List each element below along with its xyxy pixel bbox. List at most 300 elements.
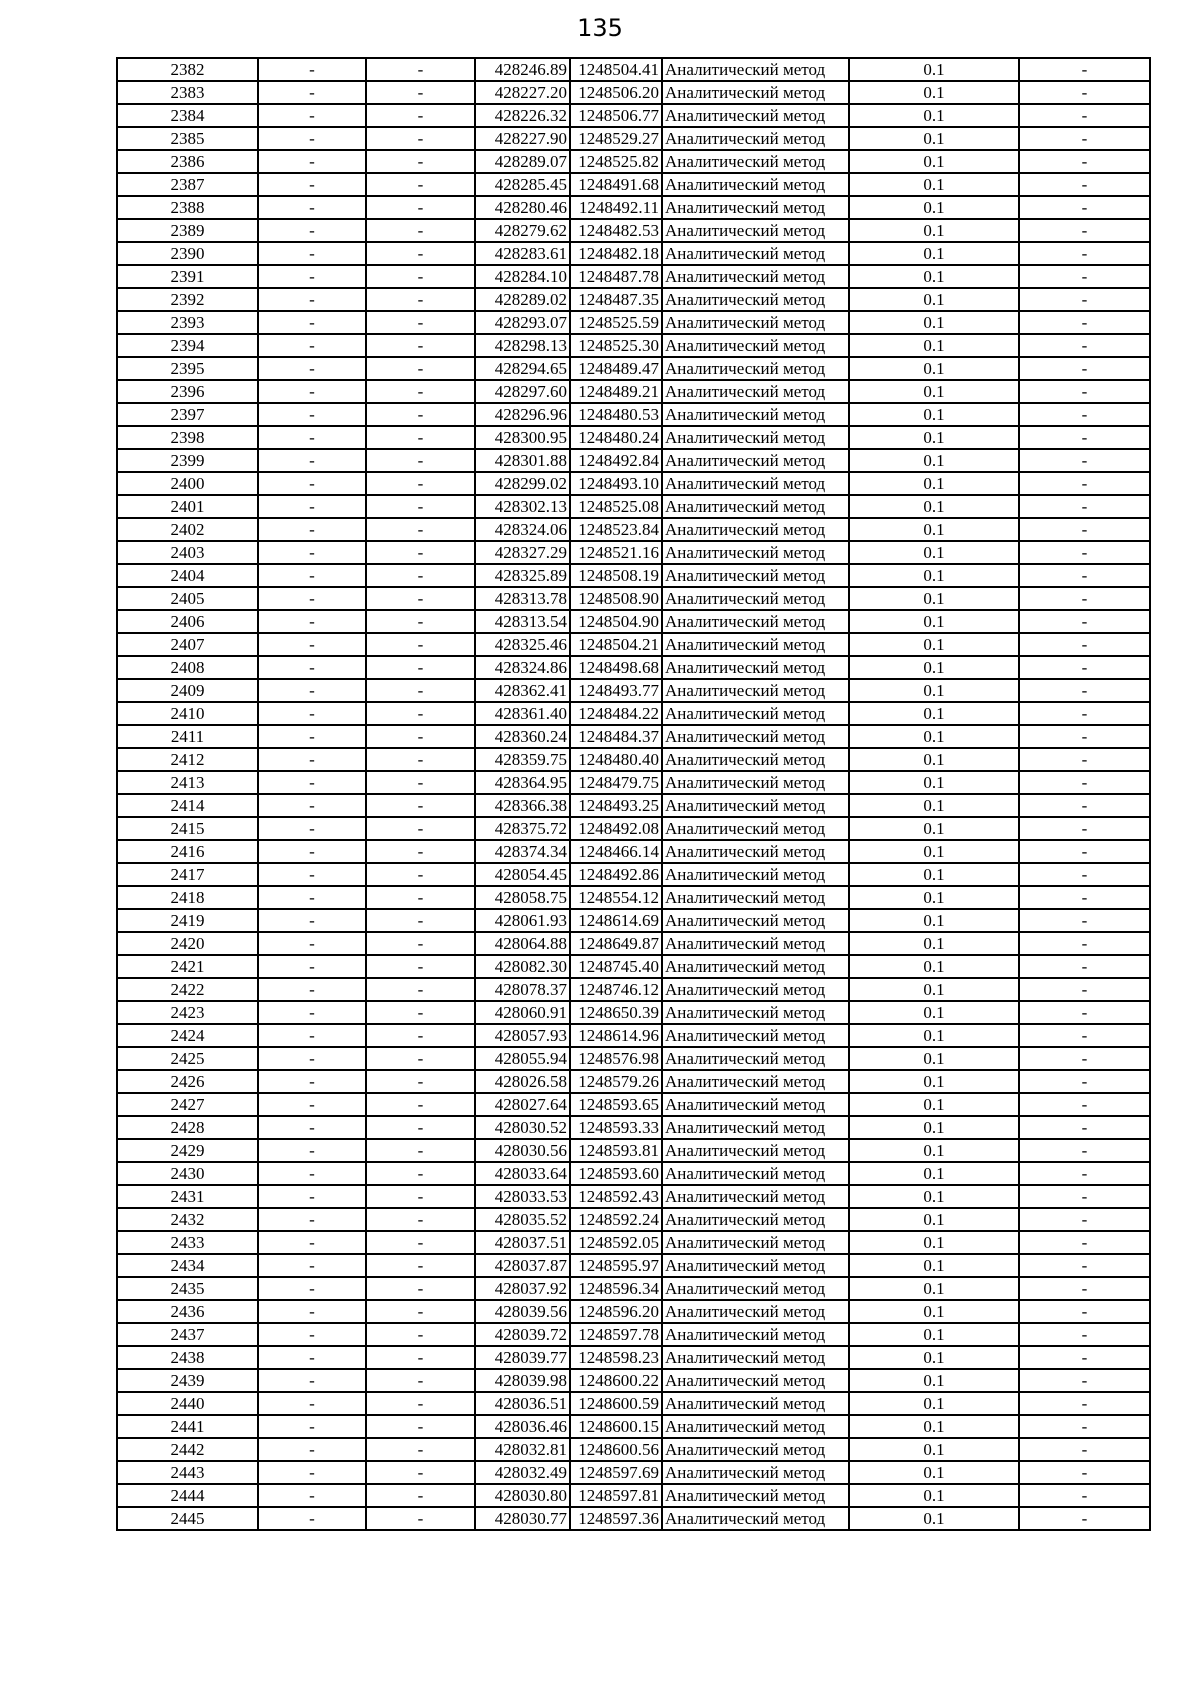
- accuracy-cell: 0.1: [849, 541, 1019, 564]
- y-coordinate-cell: 1248597.69: [570, 1461, 662, 1484]
- accuracy-cell: 0.1: [849, 495, 1019, 518]
- x-coordinate-cell: 428227.20: [475, 81, 570, 104]
- empty-value-cell: -: [366, 150, 475, 173]
- empty-value-cell: -: [366, 978, 475, 1001]
- empty-value-cell: -: [366, 564, 475, 587]
- empty-value-cell: -: [258, 334, 366, 357]
- x-coordinate-cell: 428032.81: [475, 1438, 570, 1461]
- method-cell: Аналитический метод: [662, 472, 849, 495]
- accuracy-cell: 0.1: [849, 1461, 1019, 1484]
- point-number-cell: 2388: [117, 196, 258, 219]
- y-coordinate-cell: 1248600.59: [570, 1392, 662, 1415]
- method-cell: Аналитический метод: [662, 196, 849, 219]
- point-number-cell: 2434: [117, 1254, 258, 1277]
- point-number-cell: 2417: [117, 863, 258, 886]
- empty-value-cell: -: [1019, 449, 1150, 472]
- method-cell: Аналитический метод: [662, 1231, 849, 1254]
- accuracy-cell: 0.1: [849, 288, 1019, 311]
- empty-value-cell: -: [258, 1208, 366, 1231]
- table-row: [117, 1300, 1150, 1323]
- empty-value-cell: -: [258, 81, 366, 104]
- y-coordinate-cell: 1248592.43: [570, 1185, 662, 1208]
- point-number-cell: 2439: [117, 1369, 258, 1392]
- empty-value-cell: -: [1019, 932, 1150, 955]
- method-cell: Аналитический метод: [662, 127, 849, 150]
- method-cell: Аналитический метод: [662, 771, 849, 794]
- x-coordinate-cell: 428297.60: [475, 380, 570, 403]
- point-number-cell: 2436: [117, 1300, 258, 1323]
- method-cell: Аналитический метод: [662, 265, 849, 288]
- accuracy-cell: 0.1: [849, 1415, 1019, 1438]
- empty-value-cell: -: [258, 886, 366, 909]
- y-coordinate-cell: 1248600.15: [570, 1415, 662, 1438]
- y-coordinate-cell: 1248484.22: [570, 702, 662, 725]
- empty-value-cell: -: [366, 288, 475, 311]
- y-coordinate-cell: 1248600.22: [570, 1369, 662, 1392]
- point-number-cell: 2405: [117, 587, 258, 610]
- point-number-cell: 2430: [117, 1162, 258, 1185]
- y-coordinate-cell: 1248593.60: [570, 1162, 662, 1185]
- accuracy-cell: 0.1: [849, 932, 1019, 955]
- empty-value-cell: -: [366, 265, 475, 288]
- table-row: [117, 1415, 1150, 1438]
- y-coordinate-cell: 1248592.24: [570, 1208, 662, 1231]
- point-number-cell: 2444: [117, 1484, 258, 1507]
- empty-value-cell: -: [366, 633, 475, 656]
- table-row: [117, 587, 1150, 610]
- x-coordinate-cell: 428037.92: [475, 1277, 570, 1300]
- y-coordinate-cell: 1248593.81: [570, 1139, 662, 1162]
- empty-value-cell: -: [258, 978, 366, 1001]
- table-row: [117, 1001, 1150, 1024]
- empty-value-cell: -: [258, 288, 366, 311]
- x-coordinate-cell: 428227.90: [475, 127, 570, 150]
- table-row: [117, 104, 1150, 127]
- x-coordinate-cell: 428374.34: [475, 840, 570, 863]
- x-coordinate-cell: 428301.88: [475, 449, 570, 472]
- point-number-cell: 2411: [117, 725, 258, 748]
- empty-value-cell: -: [1019, 518, 1150, 541]
- y-coordinate-cell: 1248746.12: [570, 978, 662, 1001]
- y-coordinate-cell: 1248489.47: [570, 357, 662, 380]
- accuracy-cell: 0.1: [849, 472, 1019, 495]
- accuracy-cell: 0.1: [849, 840, 1019, 863]
- table-row: [117, 1461, 1150, 1484]
- empty-value-cell: -: [366, 1162, 475, 1185]
- y-coordinate-cell: 1248504.90: [570, 610, 662, 633]
- x-coordinate-cell: 428362.41: [475, 679, 570, 702]
- accuracy-cell: 0.1: [849, 173, 1019, 196]
- empty-value-cell: -: [258, 541, 366, 564]
- x-coordinate-cell: 428300.95: [475, 426, 570, 449]
- empty-value-cell: -: [1019, 748, 1150, 771]
- x-coordinate-cell: 428039.72: [475, 1323, 570, 1346]
- empty-value-cell: -: [366, 955, 475, 978]
- y-coordinate-cell: 1248506.77: [570, 104, 662, 127]
- method-cell: Аналитический метод: [662, 840, 849, 863]
- x-coordinate-cell: 428285.45: [475, 173, 570, 196]
- empty-value-cell: -: [366, 58, 475, 81]
- method-cell: Аналитический метод: [662, 334, 849, 357]
- table-row: [117, 81, 1150, 104]
- point-number-cell: 2403: [117, 541, 258, 564]
- table-row: [117, 1277, 1150, 1300]
- accuracy-cell: 0.1: [849, 863, 1019, 886]
- table-row: [117, 334, 1150, 357]
- accuracy-cell: 0.1: [849, 817, 1019, 840]
- empty-value-cell: -: [366, 748, 475, 771]
- table-row: [117, 978, 1150, 1001]
- y-coordinate-cell: 1248521.16: [570, 541, 662, 564]
- point-number-cell: 2406: [117, 610, 258, 633]
- y-coordinate-cell: 1248493.25: [570, 794, 662, 817]
- empty-value-cell: -: [258, 656, 366, 679]
- x-coordinate-cell: 428327.29: [475, 541, 570, 564]
- y-coordinate-cell: 1248504.21: [570, 633, 662, 656]
- method-cell: Аналитический метод: [662, 863, 849, 886]
- table-row: [117, 610, 1150, 633]
- method-cell: Аналитический метод: [662, 1254, 849, 1277]
- x-coordinate-cell: 428313.54: [475, 610, 570, 633]
- point-number-cell: 2419: [117, 909, 258, 932]
- empty-value-cell: -: [366, 1438, 475, 1461]
- y-coordinate-cell: 1248487.78: [570, 265, 662, 288]
- y-coordinate-cell: 1248579.26: [570, 1070, 662, 1093]
- y-coordinate-cell: 1248593.65: [570, 1093, 662, 1116]
- empty-value-cell: -: [1019, 886, 1150, 909]
- accuracy-cell: 0.1: [849, 909, 1019, 932]
- accuracy-cell: 0.1: [849, 1300, 1019, 1323]
- point-number-cell: 2431: [117, 1185, 258, 1208]
- point-number-cell: 2415: [117, 817, 258, 840]
- accuracy-cell: 0.1: [849, 1346, 1019, 1369]
- y-coordinate-cell: 1248650.39: [570, 1001, 662, 1024]
- empty-value-cell: -: [366, 794, 475, 817]
- y-coordinate-cell: 1248600.56: [570, 1438, 662, 1461]
- empty-value-cell: -: [366, 81, 475, 104]
- method-cell: Аналитический метод: [662, 1139, 849, 1162]
- empty-value-cell: -: [1019, 1461, 1150, 1484]
- y-coordinate-cell: 1248492.08: [570, 817, 662, 840]
- table-row: [117, 1208, 1150, 1231]
- empty-value-cell: -: [366, 1300, 475, 1323]
- point-number-cell: 2394: [117, 334, 258, 357]
- x-coordinate-cell: 428058.75: [475, 886, 570, 909]
- empty-value-cell: -: [1019, 403, 1150, 426]
- empty-value-cell: -: [1019, 219, 1150, 242]
- x-coordinate-cell: 428366.38: [475, 794, 570, 817]
- accuracy-cell: 0.1: [849, 219, 1019, 242]
- empty-value-cell: -: [366, 1093, 475, 1116]
- x-coordinate-cell: 428061.93: [475, 909, 570, 932]
- empty-value-cell: -: [258, 104, 366, 127]
- x-coordinate-cell: 428030.52: [475, 1116, 570, 1139]
- x-coordinate-cell: 428289.02: [475, 288, 570, 311]
- empty-value-cell: -: [1019, 1323, 1150, 1346]
- table-row: [117, 656, 1150, 679]
- method-cell: Аналитический метод: [662, 426, 849, 449]
- accuracy-cell: 0.1: [849, 978, 1019, 1001]
- empty-value-cell: -: [366, 219, 475, 242]
- accuracy-cell: 0.1: [849, 679, 1019, 702]
- y-coordinate-cell: 1248508.90: [570, 587, 662, 610]
- accuracy-cell: 0.1: [849, 1231, 1019, 1254]
- method-cell: Аналитический метод: [662, 1415, 849, 1438]
- point-number-cell: 2404: [117, 564, 258, 587]
- table-row: [117, 219, 1150, 242]
- empty-value-cell: -: [258, 426, 366, 449]
- point-number-cell: 2407: [117, 633, 258, 656]
- accuracy-cell: 0.1: [849, 1162, 1019, 1185]
- table-row: [117, 288, 1150, 311]
- empty-value-cell: -: [366, 449, 475, 472]
- empty-value-cell: -: [366, 679, 475, 702]
- point-number-cell: 2416: [117, 840, 258, 863]
- x-coordinate-cell: 428294.65: [475, 357, 570, 380]
- x-coordinate-cell: 428246.89: [475, 58, 570, 81]
- x-coordinate-cell: 428359.75: [475, 748, 570, 771]
- empty-value-cell: -: [258, 771, 366, 794]
- empty-value-cell: -: [366, 1507, 475, 1530]
- empty-value-cell: -: [1019, 311, 1150, 334]
- empty-value-cell: -: [1019, 58, 1150, 81]
- empty-value-cell: -: [258, 311, 366, 334]
- accuracy-cell: 0.1: [849, 518, 1019, 541]
- method-cell: Аналитический метод: [662, 311, 849, 334]
- accuracy-cell: 0.1: [849, 1208, 1019, 1231]
- accuracy-cell: 0.1: [849, 725, 1019, 748]
- accuracy-cell: 0.1: [849, 656, 1019, 679]
- y-coordinate-cell: 1248525.59: [570, 311, 662, 334]
- accuracy-cell: 0.1: [849, 265, 1019, 288]
- empty-value-cell: -: [258, 1484, 366, 1507]
- point-number-cell: 2402: [117, 518, 258, 541]
- empty-value-cell: -: [258, 58, 366, 81]
- x-coordinate-cell: 428036.46: [475, 1415, 570, 1438]
- point-number-cell: 2395: [117, 357, 258, 380]
- method-cell: Аналитический метод: [662, 1070, 849, 1093]
- empty-value-cell: -: [258, 1277, 366, 1300]
- accuracy-cell: 0.1: [849, 1024, 1019, 1047]
- empty-value-cell: -: [258, 1507, 366, 1530]
- empty-value-cell: -: [258, 150, 366, 173]
- empty-value-cell: -: [366, 932, 475, 955]
- empty-value-cell: -: [258, 1300, 366, 1323]
- accuracy-cell: 0.1: [849, 1277, 1019, 1300]
- point-number-cell: 2413: [117, 771, 258, 794]
- empty-value-cell: -: [366, 1254, 475, 1277]
- table-row: [117, 955, 1150, 978]
- empty-value-cell: -: [258, 840, 366, 863]
- empty-value-cell: -: [366, 1139, 475, 1162]
- method-cell: Аналитический метод: [662, 1001, 849, 1024]
- y-coordinate-cell: 1248489.21: [570, 380, 662, 403]
- empty-value-cell: -: [258, 1116, 366, 1139]
- empty-value-cell: -: [1019, 1369, 1150, 1392]
- accuracy-cell: 0.1: [849, 426, 1019, 449]
- table-row: [117, 1162, 1150, 1185]
- empty-value-cell: -: [366, 610, 475, 633]
- x-coordinate-cell: 428033.64: [475, 1162, 570, 1185]
- accuracy-cell: 0.1: [849, 1001, 1019, 1024]
- method-cell: Аналитический метод: [662, 633, 849, 656]
- table-row: [117, 472, 1150, 495]
- point-number-cell: 2424: [117, 1024, 258, 1047]
- empty-value-cell: -: [1019, 840, 1150, 863]
- empty-value-cell: -: [258, 702, 366, 725]
- x-coordinate-cell: 428360.24: [475, 725, 570, 748]
- empty-value-cell: -: [1019, 1277, 1150, 1300]
- empty-value-cell: -: [258, 357, 366, 380]
- empty-value-cell: -: [258, 909, 366, 932]
- point-number-cell: 2383: [117, 81, 258, 104]
- empty-value-cell: -: [1019, 495, 1150, 518]
- table-row: [117, 1507, 1150, 1530]
- empty-value-cell: -: [258, 196, 366, 219]
- empty-value-cell: -: [1019, 863, 1150, 886]
- empty-value-cell: -: [258, 564, 366, 587]
- accuracy-cell: 0.1: [849, 564, 1019, 587]
- empty-value-cell: -: [258, 1093, 366, 1116]
- x-coordinate-cell: 428035.52: [475, 1208, 570, 1231]
- empty-value-cell: -: [258, 380, 366, 403]
- method-cell: Аналитический метод: [662, 104, 849, 127]
- accuracy-cell: 0.1: [849, 886, 1019, 909]
- y-coordinate-cell: 1248598.23: [570, 1346, 662, 1369]
- x-coordinate-cell: 428289.07: [475, 150, 570, 173]
- table-row: [117, 196, 1150, 219]
- y-coordinate-cell: 1248554.12: [570, 886, 662, 909]
- x-coordinate-cell: 428026.58: [475, 1070, 570, 1093]
- empty-value-cell: -: [366, 771, 475, 794]
- empty-value-cell: -: [366, 403, 475, 426]
- y-coordinate-cell: 1248493.77: [570, 679, 662, 702]
- empty-value-cell: -: [1019, 288, 1150, 311]
- table-row: [117, 909, 1150, 932]
- x-coordinate-cell: 428226.32: [475, 104, 570, 127]
- point-number-cell: 2426: [117, 1070, 258, 1093]
- accuracy-cell: 0.1: [849, 104, 1019, 127]
- accuracy-cell: 0.1: [849, 1484, 1019, 1507]
- x-coordinate-cell: 428078.37: [475, 978, 570, 1001]
- empty-value-cell: -: [258, 242, 366, 265]
- empty-value-cell: -: [366, 1323, 475, 1346]
- method-cell: Аналитический метод: [662, 702, 849, 725]
- method-cell: Аналитический метод: [662, 449, 849, 472]
- empty-value-cell: -: [258, 1139, 366, 1162]
- method-cell: Аналитический метод: [662, 1162, 849, 1185]
- empty-value-cell: -: [258, 265, 366, 288]
- table-row: [117, 1438, 1150, 1461]
- empty-value-cell: -: [1019, 1484, 1150, 1507]
- empty-value-cell: -: [258, 1323, 366, 1346]
- empty-value-cell: -: [366, 587, 475, 610]
- empty-value-cell: -: [366, 380, 475, 403]
- accuracy-cell: 0.1: [849, 587, 1019, 610]
- x-coordinate-cell: 428030.56: [475, 1139, 570, 1162]
- empty-value-cell: -: [1019, 541, 1150, 564]
- accuracy-cell: 0.1: [849, 1139, 1019, 1162]
- x-coordinate-cell: 428313.78: [475, 587, 570, 610]
- empty-value-cell: -: [366, 1208, 475, 1231]
- method-cell: Аналитический метод: [662, 955, 849, 978]
- y-coordinate-cell: 1248649.87: [570, 932, 662, 955]
- x-coordinate-cell: 428284.10: [475, 265, 570, 288]
- accuracy-cell: 0.1: [849, 1254, 1019, 1277]
- x-coordinate-cell: 428055.94: [475, 1047, 570, 1070]
- x-coordinate-cell: 428039.77: [475, 1346, 570, 1369]
- accuracy-cell: 0.1: [849, 242, 1019, 265]
- point-number-cell: 2427: [117, 1093, 258, 1116]
- table-row: [117, 518, 1150, 541]
- method-cell: Аналитический метод: [662, 1323, 849, 1346]
- point-number-cell: 2409: [117, 679, 258, 702]
- y-coordinate-cell: 1248508.19: [570, 564, 662, 587]
- empty-value-cell: -: [366, 863, 475, 886]
- x-coordinate-cell: 428361.40: [475, 702, 570, 725]
- x-coordinate-cell: 428293.07: [475, 311, 570, 334]
- point-number-cell: 2423: [117, 1001, 258, 1024]
- method-cell: Аналитический метод: [662, 564, 849, 587]
- table-row: [117, 311, 1150, 334]
- empty-value-cell: -: [366, 886, 475, 909]
- method-cell: Аналитический метод: [662, 1093, 849, 1116]
- empty-value-cell: -: [1019, 1507, 1150, 1530]
- table-row: [117, 1185, 1150, 1208]
- empty-value-cell: -: [366, 242, 475, 265]
- empty-value-cell: -: [1019, 380, 1150, 403]
- y-coordinate-cell: 1248492.11: [570, 196, 662, 219]
- y-coordinate-cell: 1248492.86: [570, 863, 662, 886]
- empty-value-cell: -: [1019, 1093, 1150, 1116]
- y-coordinate-cell: 1248529.27: [570, 127, 662, 150]
- y-coordinate-cell: 1248745.40: [570, 955, 662, 978]
- y-coordinate-cell: 1248592.05: [570, 1231, 662, 1254]
- point-number-cell: 2397: [117, 403, 258, 426]
- method-cell: Аналитический метод: [662, 242, 849, 265]
- page-number: 135: [577, 14, 623, 42]
- empty-value-cell: -: [366, 104, 475, 127]
- empty-value-cell: -: [366, 196, 475, 219]
- y-coordinate-cell: 1248493.10: [570, 472, 662, 495]
- empty-value-cell: -: [1019, 1139, 1150, 1162]
- table-row: [117, 1369, 1150, 1392]
- point-number-cell: 2435: [117, 1277, 258, 1300]
- table-row: [117, 932, 1150, 955]
- empty-value-cell: -: [258, 1185, 366, 1208]
- x-coordinate-cell: 428030.80: [475, 1484, 570, 1507]
- accuracy-cell: 0.1: [849, 403, 1019, 426]
- accuracy-cell: 0.1: [849, 794, 1019, 817]
- point-number-cell: 2410: [117, 702, 258, 725]
- empty-value-cell: -: [1019, 794, 1150, 817]
- x-coordinate-cell: 428298.13: [475, 334, 570, 357]
- empty-value-cell: -: [1019, 1300, 1150, 1323]
- accuracy-cell: 0.1: [849, 1070, 1019, 1093]
- empty-value-cell: -: [258, 1254, 366, 1277]
- table-row: [117, 1024, 1150, 1047]
- empty-value-cell: -: [258, 173, 366, 196]
- method-cell: Аналитический метод: [662, 587, 849, 610]
- empty-value-cell: -: [1019, 817, 1150, 840]
- method-cell: Аналитический метод: [662, 886, 849, 909]
- table-row: [117, 127, 1150, 150]
- method-cell: Аналитический метод: [662, 288, 849, 311]
- table-row: [117, 564, 1150, 587]
- table-row: [117, 1346, 1150, 1369]
- empty-value-cell: -: [258, 403, 366, 426]
- empty-value-cell: -: [366, 472, 475, 495]
